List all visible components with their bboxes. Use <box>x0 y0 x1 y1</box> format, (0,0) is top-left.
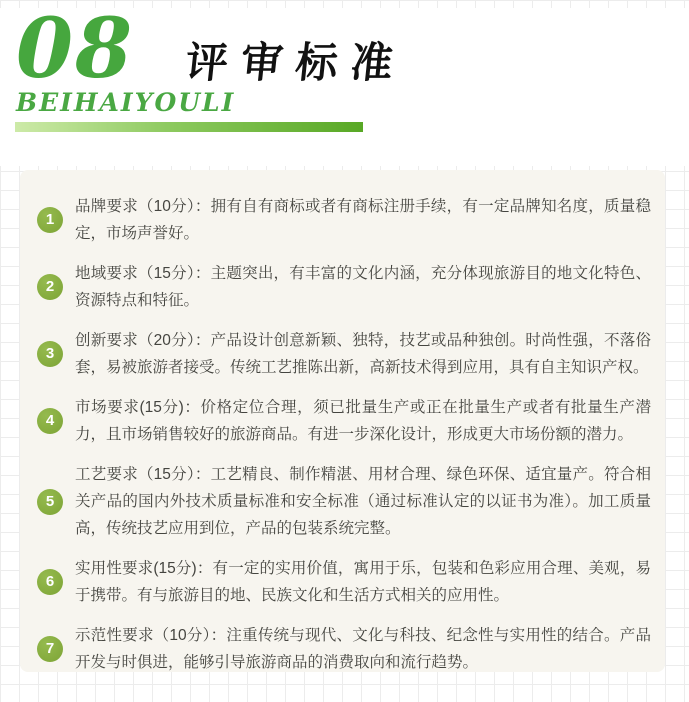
item-text: 实用性要求(15分)：有一定的实用价值，寓用于乐，包装和色彩应用合理、美观，易于携带。有与旅游目的地、民族文化和生活方式相关的应用性。 <box>75 560 651 604</box>
item-number-badge: 6 <box>37 569 63 595</box>
list-item <box>37 461 651 542</box>
list-item <box>37 394 651 448</box>
list-item <box>37 193 651 247</box>
list-item <box>37 260 651 314</box>
item-text: 工艺要求（15分）：工艺精良、制作精湛、用材合理、绿色环保、适宜量产。符合相关产品的国内外技术质量标准和安全标准（通过标准认定的以证书为准）。加工质量高，传统技艺应用到位，产品的包装系统完整。 <box>75 466 651 537</box>
item-text: 市场要求(15分)：价格定位合理，须已批量生产或正在批量生产或者有批量生产潜力，且市场销售较好的旅游商品。有进一步深化设计，形成更大市场份额的潜力。 <box>75 399 651 443</box>
section-number: 08 <box>16 1 135 97</box>
item-number-badge: 5 <box>37 489 63 515</box>
item-number-badge: 3 <box>37 341 63 367</box>
accent-gradient-bar <box>15 122 363 132</box>
item-text: 示范性要求（10分）：注重传统与现代、文化与科技、纪念性与实用性的结合。产品开发与时俱进，能够引导旅游商品的消费取向和流行趋势。 <box>75 627 651 671</box>
list-item <box>37 327 651 381</box>
list-item <box>37 555 651 609</box>
item-number-badge: 4 <box>37 408 63 434</box>
item-text: 地域要求（15分）：主题突出，有丰富的文化内涵，充分体现旅游目的地文化特色、资源特点和特征。 <box>75 265 651 309</box>
subtitle-romanized: BEIHAIYOULI <box>16 88 236 117</box>
item-text: 创新要求（20分）：产品设计创意新颖、独特，技艺或品种独创。时尚性强，不落俗套，易被旅游者接受。传统工艺推陈出新，高新技术得到应用，具有自主知识产权。 <box>75 332 651 376</box>
item-number-badge: 1 <box>37 207 63 233</box>
item-number-badge: 2 <box>37 274 63 300</box>
list-item <box>37 622 651 676</box>
item-number-badge: 7 <box>37 636 63 662</box>
page-title: 评审标准 <box>183 39 409 86</box>
criteria-card <box>20 170 665 672</box>
item-text: 品牌要求（10分）：拥有自有商标或者有商标注册手续，有一定品牌知名度，质量稳定，市场声誉好。 <box>75 198 651 242</box>
